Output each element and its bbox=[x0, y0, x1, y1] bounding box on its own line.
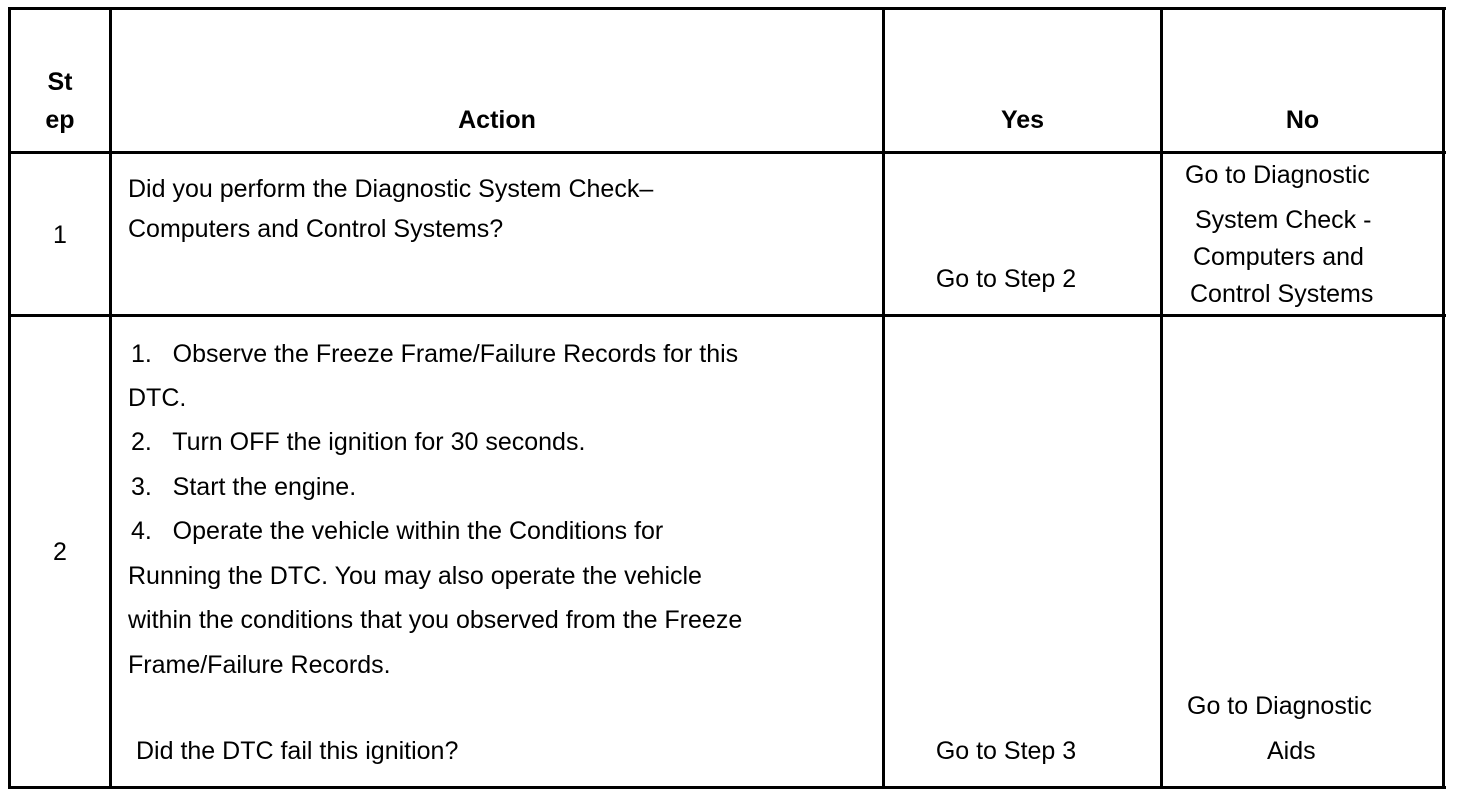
table-border-bottom bbox=[8, 786, 1446, 789]
row-2-action-line: within the conditions that you observed from the Freeze bbox=[128, 606, 743, 634]
row-2-action-line: Frame/Failure Records. bbox=[128, 651, 391, 679]
row-2-action-line: 1. Observe the Freeze Frame/Failure Records for this bbox=[131, 340, 739, 368]
row-2-no-line: Go to Diagnostic bbox=[1187, 692, 1372, 720]
header-yes: Yes bbox=[1000, 106, 1045, 134]
header-action: Action bbox=[458, 106, 536, 134]
row-2-yes: Go to Step 3 bbox=[935, 737, 1077, 765]
row-1-step: 1 bbox=[53, 221, 67, 249]
row-1-yes: Go to Step 2 bbox=[935, 265, 1077, 293]
row-2-action-line: 2. Turn OFF the ignition for 30 seconds. bbox=[131, 428, 586, 456]
header-step-line1: St bbox=[47, 68, 73, 96]
row-2-action-line: 4. Operate the vehicle within the Conditions for bbox=[131, 517, 664, 545]
row-2-action-line: 3. Start the engine. bbox=[131, 473, 357, 501]
header-step-line2: ep bbox=[45, 106, 75, 134]
row-2-question: Did the DTC fail this ignition? bbox=[136, 737, 459, 765]
row-2-step: 2 bbox=[53, 538, 67, 566]
row-1-no-line: Computers and bbox=[1193, 243, 1364, 271]
row-1-action-line: Computers and Control Systems? bbox=[128, 215, 504, 243]
header-no: No bbox=[1285, 106, 1320, 134]
row-1-divider bbox=[8, 314, 1446, 317]
row-1-no-line: Control Systems bbox=[1190, 280, 1374, 308]
header-row-divider bbox=[8, 151, 1446, 154]
table-border-right bbox=[1442, 7, 1445, 789]
row-2-action-line: Running the DTC. You may also operate the vehicle bbox=[128, 562, 702, 590]
row-1-no-line: System Check - bbox=[1195, 206, 1372, 234]
row-1-action-line: Did you perform the Diagnostic System Check– bbox=[128, 175, 654, 203]
row-2-no-line: Aids bbox=[1267, 737, 1316, 765]
table-border-top bbox=[8, 7, 1446, 10]
row-1-no-line: Go to Diagnostic bbox=[1185, 161, 1370, 189]
row-2-action-line: DTC. bbox=[128, 384, 187, 412]
